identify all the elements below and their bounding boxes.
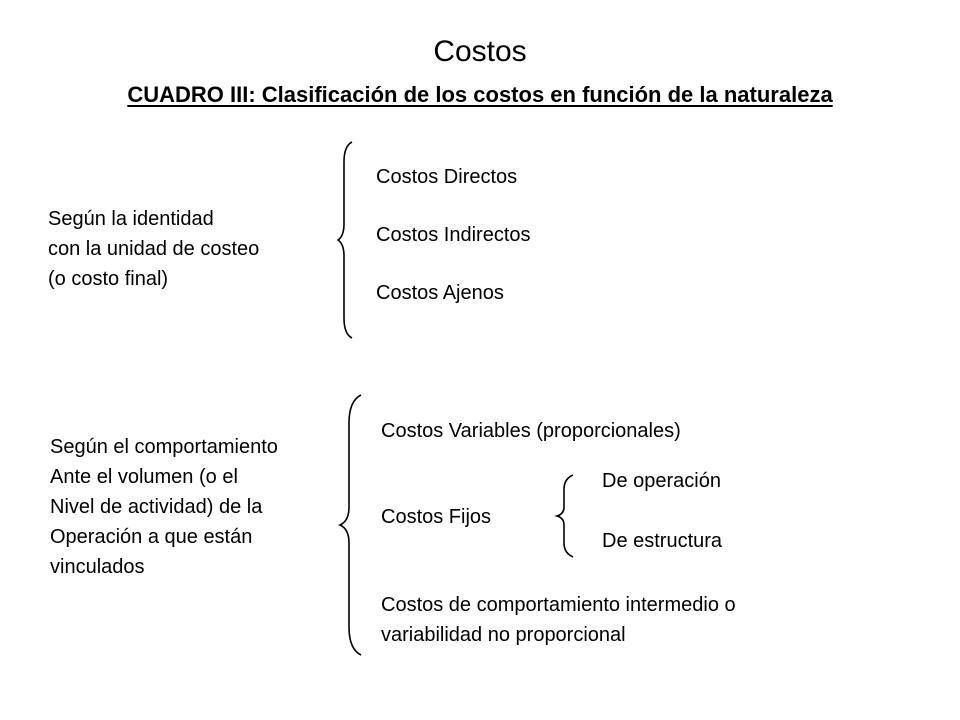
item-costos-intermedio [381, 590, 736, 650]
behavior-label-line: Nivel de actividad) de la [50, 496, 263, 518]
fixed-costs-brace [553, 473, 577, 559]
identity-label-line: con la unidad de costeo [48, 238, 260, 260]
behavior-classification-label [50, 432, 278, 582]
page-title: Costos [433, 35, 527, 68]
behavior-brace [338, 393, 364, 657]
behavior-label-line: Ante el volumen (o el [50, 466, 238, 488]
identity-label-line: (o costo final) [48, 268, 169, 290]
intermedio-line: variabilidad no proporcional [381, 624, 626, 646]
behavior-label-line: vinculados [50, 556, 145, 578]
behavior-label-line: Según el comportamiento [50, 436, 278, 458]
page-subtitle-text: CUADRO III: Clasificación de los costos en función de la naturaleza [127, 82, 833, 107]
behavior-label-line: Operación a que están [50, 526, 253, 548]
identity-classification-label [48, 204, 259, 294]
item-costos-fijos: Costos Fijos [381, 506, 492, 528]
item-costos-indirectos: Costos Indirectos [376, 224, 531, 246]
item-costos-ajenos: Costos Ajenos [376, 282, 504, 304]
identity-brace [336, 140, 356, 340]
identity-label-line: Según la identidad [48, 208, 214, 230]
item-costos-directos: Costos Directos [376, 166, 518, 188]
item-de-operacion: De operación [602, 470, 721, 492]
page-subtitle [0, 80, 960, 110]
item-de-estructura: De estructura [602, 530, 723, 552]
intermedio-line: Costos de comportamiento intermedio o [381, 594, 736, 616]
item-costos-variables: Costos Variables (proporcionales) [381, 420, 681, 442]
